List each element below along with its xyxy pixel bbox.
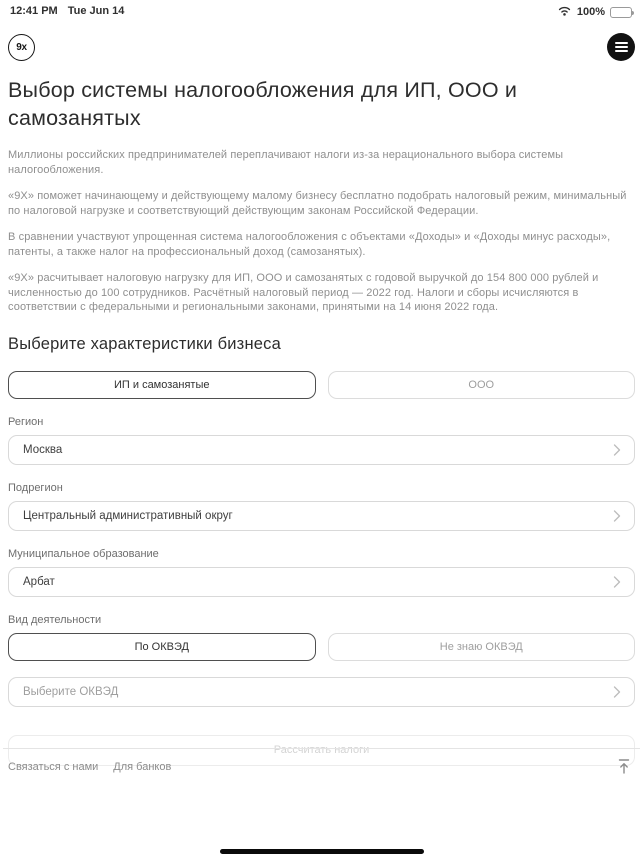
logo-9x[interactable]: 9x [8, 34, 35, 61]
toggle-ooo[interactable]: ООО [328, 371, 636, 399]
intro-paragraph: Миллионы российских предпринимателей переплачивают налоги из-за нерационального выбора системы налогообложения. [8, 149, 564, 176]
hamburger-icon [615, 50, 628, 52]
wifi-icon [557, 5, 572, 19]
region-select[interactable] [8, 435, 635, 465]
municipality-value: Арбат [23, 575, 55, 588]
okved-select[interactable] [8, 677, 635, 707]
for-banks-link[interactable]: Для банков [113, 760, 172, 773]
intro-paragraph: «9X» расчитывает налоговую нагрузку для ИП, ООО и самозанятых с годовой выручкой до 154 800 000 рублей и численностью до 100 сотрудников. Расчётный налоговый период — 2022 год. Налоги и сборы исчисляются в соответствии с федеральными и региональными законами, принятыми на 14 июня 2022 года. [8, 272, 599, 313]
battery-percent: 100% [576, 6, 605, 18]
subregion-value: Центральный административный округ [23, 509, 233, 522]
okved-placeholder: Выберите ОКВЭД [23, 685, 119, 698]
status-bar [0, 0, 643, 22]
region-value: Москва [23, 443, 63, 456]
chevron-right-icon [613, 510, 621, 522]
municipality-select[interactable] [8, 567, 635, 597]
status-time: 12:41 PM [10, 5, 58, 17]
hamburger-menu-button[interactable] [607, 33, 635, 61]
toggle-by-okved[interactable]: По ОКВЭД [8, 633, 316, 661]
chevron-right-icon [613, 686, 621, 698]
page-title: Выбор системы налогообложения для ИП, ООО и самозанятых [8, 78, 518, 130]
app-header [8, 33, 635, 61]
entity-type-toggle [8, 371, 635, 399]
chevron-right-icon [613, 444, 621, 456]
intro-paragraph: В сравнении участвуют упрощенная система налогообложения с объектами «Доходы» и «Доходы минус расходы», патенты, а также налог на профессиональный доход (самозанятых). [8, 231, 611, 258]
toggle-unknown-okved[interactable]: Не знаю ОКВЭД [328, 633, 636, 661]
home-indicator[interactable] [220, 849, 424, 854]
battery-icon [610, 7, 632, 18]
chevron-right-icon [613, 576, 621, 588]
page-footer [0, 748, 643, 775]
scroll-to-top-button[interactable] [617, 758, 631, 775]
activity-toggle [8, 633, 635, 661]
municipality-label: Муниципальное образование [8, 547, 159, 560]
contact-us-link[interactable]: Связаться с нами [8, 760, 99, 773]
subregion-label: Подрегион [8, 481, 63, 494]
main-content [0, 22, 643, 766]
form-section-heading: Выберите характеристики бизнеса [8, 334, 281, 353]
subregion-select[interactable] [8, 501, 635, 531]
toggle-ip-self-employed[interactable]: ИП и самозанятые [8, 371, 316, 399]
hamburger-icon [615, 42, 628, 44]
activity-label: Вид деятельности [8, 613, 102, 626]
intro-paragraph: «9X» поможет начинающему и действующему малому бизнесу бесплатно подобрать налоговый режим, минимальный по налоговой нагрузке и соответствующий действующим законам Российской Федерации. [8, 190, 627, 217]
status-date: Tue Jun 14 [67, 5, 125, 17]
region-label: Регион [8, 415, 44, 428]
calculate-taxes-button[interactable]: Рассчитать налоги [8, 735, 635, 766]
hamburger-icon [615, 46, 628, 48]
